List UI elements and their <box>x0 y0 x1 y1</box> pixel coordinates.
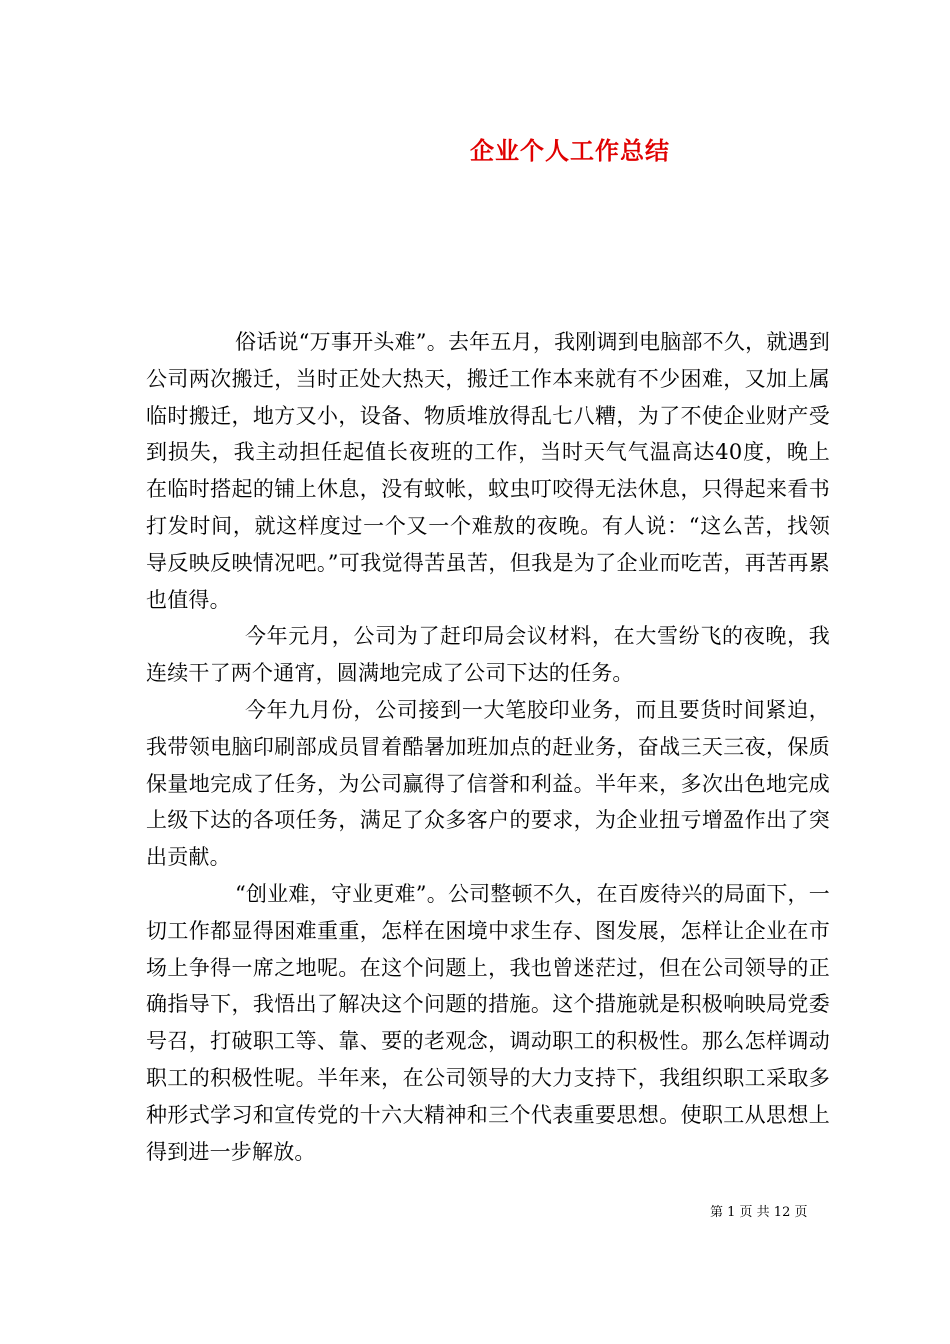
page-number-footer: 第 1 页 共 12 页 <box>710 1205 808 1220</box>
paragraph: 今年九月份，公司接到一大笔胶印业务，而且要货时间紧迫，我带领电脑印刷部成员冒着酷暑加班加点的赶业务，奋战三天三夜，保质保量地完成了任务，为公司赢得了信誉和利益。半年来，多次出色地完成上级下达的各项任务，满足了众多客户的要求，为企业扭亏增盈作出了突出贡献。 <box>146 697 830 870</box>
paragraph: 俗话说“万事开头难”。去年五月，我刚调到电脑部不久，就遇到公司两次搬迁，当时正处大热天，搬迁工作本来就有不少困难，又加上属临时搬迁，地方又小，设备、物质堆放得乱七八糟，为了不使企业财产受到损失，我主动担任起值长夜班的工作，当时天气气温高达40度，晚上在临时搭起的铺上休息，没有蚊帐，蚊虫叮咬得无法休息，只得起来看书打发时间，就这样度过一个又一个难敖的夜晚。有人说：“这么苦，找领导反映反映情况吧。”可我觉得苦虽苦，但我是为了企业而吃苦，再苦再累也值得。 <box>146 330 830 612</box>
document-title: 企业个人工作总结 <box>470 136 670 165</box>
paragraph: “创业难，守业更难”。公司整顿不久，在百废待兴的局面下，一切工作都显得困难重重，怎样在困境中求生存、图发展，怎样让企业在市场上争得一席之地呢。在这个问题上，我也曾迷茫过，但在公司领导的正确指导下，我悟出了解决这个问题的措施。这个措施就是积极响映局党委号召，打破职工等、靠、要的老观念，调动职工的积极性。那么怎样调动职工的积极性呢。半年来，在公司领导的大力支持下，我组织职工采取多种形式学习和宣传党的十六大精神和三个代表重要思想。使职工从思想上得到进一步解放。 <box>146 881 830 1164</box>
paragraph: 今年元月，公司为了赶印局会议材料，在大雪纷飞的夜晚，我连续干了两个通宵，圆满地完成了公司下达的任务。 <box>146 624 830 686</box>
document-body <box>146 324 830 1170</box>
